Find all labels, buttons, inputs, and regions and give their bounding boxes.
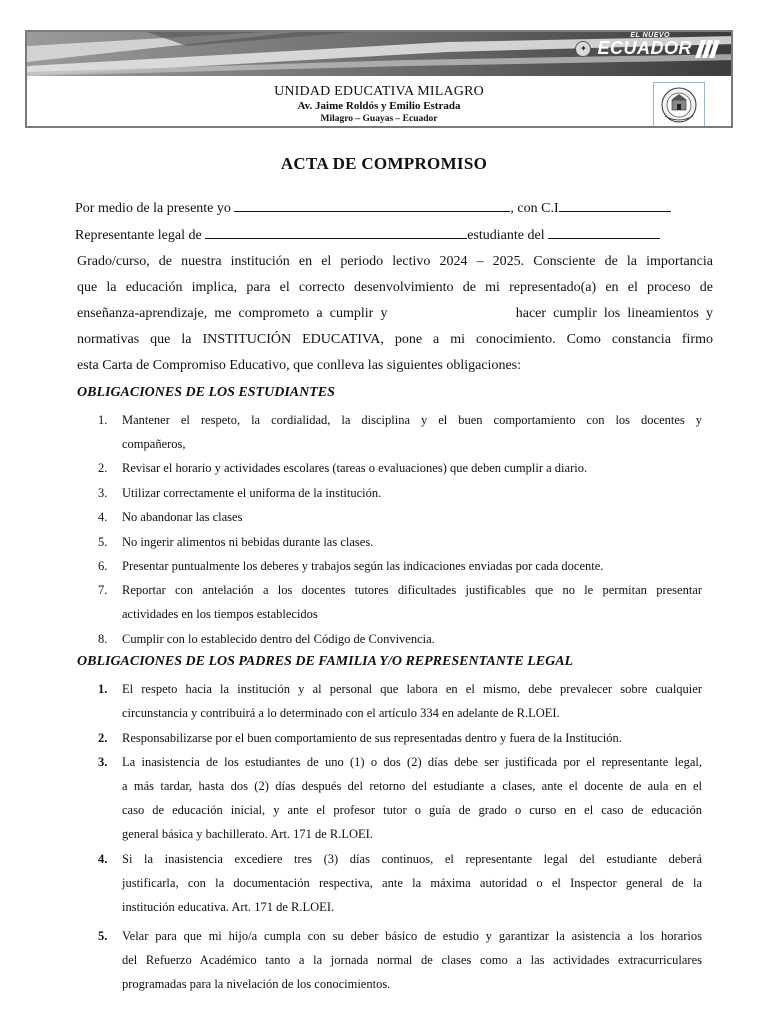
intro-line-2 bbox=[75, 226, 660, 244]
intro-text-b: , con C.I bbox=[510, 201, 559, 216]
intro-paragraph-line: que la educación implica, para el correcto desenvolvimiento de mi representado(a) en el proceso de bbox=[77, 280, 713, 295]
document-title: ACTA DE COMPROMISO bbox=[280, 154, 488, 173]
item-line: El respeto hacia la institución y al personal que labora en el mismo, debe prevalecer sobre cualquier bbox=[122, 682, 702, 696]
ecuador-brand bbox=[575, 32, 717, 59]
item-number: 3. bbox=[98, 486, 108, 500]
item-line: general básica y bachillerato. Art. 171 de R.LOEI. bbox=[122, 827, 373, 841]
brand-text bbox=[597, 32, 692, 59]
item-line: Reportar con antelación a los docentes tutores dificultades justificables que no le permitan presentar bbox=[122, 583, 702, 597]
brand-name: ECUADOR bbox=[597, 38, 692, 58]
intro-line-1 bbox=[75, 199, 671, 217]
item-number: 4. bbox=[98, 852, 108, 866]
item-line: Si la inasistencia excediere tres (3) días continuos, el representante legal del estudiante deberá bbox=[122, 852, 702, 866]
intro-text-a: Por medio de la presente yo bbox=[75, 201, 231, 216]
name-blank-field[interactable] bbox=[234, 199, 510, 212]
item-line: Responsabilizarse por el buen comportamiento de sus representadas dentro y fuera de la Institución. bbox=[122, 731, 622, 745]
intro-paragraph-line: normativas que la INSTITUCIÓN EDUCATIVA, pone a mi conocimiento. Como constancia firmo bbox=[77, 332, 713, 347]
banner-graphic bbox=[27, 32, 731, 76]
student-blank-field[interactable] bbox=[205, 226, 467, 239]
brand-small-text: EL NUEVO bbox=[630, 32, 670, 39]
school-info bbox=[27, 84, 731, 125]
item-number: 2. bbox=[98, 461, 108, 475]
item-number: 2. bbox=[98, 731, 108, 745]
item-line: Utilizar correctamente el uniforma de la institución. bbox=[122, 486, 382, 500]
coat-of-arms-icon: ✦ bbox=[575, 41, 591, 57]
school-seal-icon bbox=[653, 82, 705, 128]
item-line: No ingerir alimentos ni bebidas durante las clases. bbox=[122, 535, 374, 549]
item-line: Velar para que mi hijo/a cumpla con su deber básico de estudio y garantizar la asistencia a los horarios bbox=[122, 929, 702, 943]
intro-paragraph-line: esta Carta de Compromiso Educativo, que conlleva las siguientes obligaciones: bbox=[77, 358, 522, 373]
item-line: Cumplir con lo establecido dentro del Código de Convivencia. bbox=[122, 632, 435, 646]
item-line: a más tardar, hasta dos (2) días después del retorno del estudiante a clases, ante el docente de aula en el bbox=[122, 779, 702, 793]
item-number: 4. bbox=[98, 510, 108, 524]
item-line: Presentar puntualmente los deberes y trabajos según las indicaciones enviadas por cada docente. bbox=[122, 559, 604, 573]
school-city: Milagro – Guayas – Ecuador bbox=[320, 114, 438, 124]
item-line: circunstancia y contribuirá a lo determinado con el artículo 334 en adelante de R.LOEI. bbox=[122, 706, 560, 720]
item-line: Mantener el respeto, la cordialidad, la disciplina y el buen comportamiento con los docentes y bbox=[122, 413, 702, 427]
item-number: 1. bbox=[98, 413, 108, 427]
item-line: programadas para la nivelación de los conocimientos. bbox=[122, 977, 391, 991]
item-line: caso de educación inicial, y ante el profesor tutor o guía de grado o curso en el caso de educación bbox=[122, 803, 702, 817]
item-number: 5. bbox=[98, 929, 108, 943]
intro-text-d: estudiante del bbox=[467, 228, 545, 243]
parents-obligations-heading: OBLIGACIONES DE LOS PADRES DE FAMILIA Y/O REPRESENTANTE LEGAL bbox=[77, 654, 574, 669]
item-line: Revisar el horario y actividades escolares (tareas o evaluaciones) que deben cumplir a diario. bbox=[122, 461, 588, 475]
item-line: institución educativa. Art. 171 de R.LOEI. bbox=[122, 900, 335, 914]
item-number: 8. bbox=[98, 632, 108, 646]
item-line: del Refuerzo Académico tanto a la jornada normal de clases como a las actividades extracurriculares bbox=[122, 953, 702, 967]
item-number: 7. bbox=[98, 583, 108, 597]
intro-paragraph-line: enseñanza-aprendizaje, me comprometo a cumplir y hacer cumplir los lineamientos y bbox=[77, 306, 713, 321]
students-obligations-heading: OBLIGACIONES DE LOS ESTUDIANTES bbox=[77, 385, 335, 400]
school-name: UNIDAD EDUCATIVA MILAGRO bbox=[274, 84, 484, 99]
seal-graphic bbox=[659, 86, 699, 124]
letterhead-banner bbox=[25, 30, 733, 128]
item-line: justificarla, con la documentación respectiva, ante la máxima autoridad o el Inspector general de la bbox=[122, 876, 702, 890]
item-line: compañeros, bbox=[122, 437, 186, 451]
item-number: 6. bbox=[98, 559, 108, 573]
intro-text-c: Representante legal de bbox=[75, 228, 202, 243]
school-address: Av. Jaime Roldós y Emilio Estrada bbox=[297, 100, 461, 112]
brand-stripes-icon bbox=[698, 40, 717, 58]
item-line: La inasistencia de los estudiantes de uno (1) o dos (2) días debe ser justificada por el representante legal, bbox=[122, 755, 702, 769]
grade-blank-field[interactable] bbox=[548, 226, 660, 239]
item-line: No abandonar las clases bbox=[122, 510, 243, 524]
ci-blank-field[interactable] bbox=[559, 199, 671, 212]
item-line: actividades en los tiempos establecidos bbox=[122, 607, 318, 621]
intro-paragraph-line: Grado/curso, de nuestra institución en el periodo lectivo 2024 – 2025. Consciente de la importancia bbox=[77, 254, 713, 269]
item-number: 1. bbox=[98, 682, 108, 696]
item-number: 5. bbox=[98, 535, 108, 549]
item-number: 3. bbox=[98, 755, 108, 769]
